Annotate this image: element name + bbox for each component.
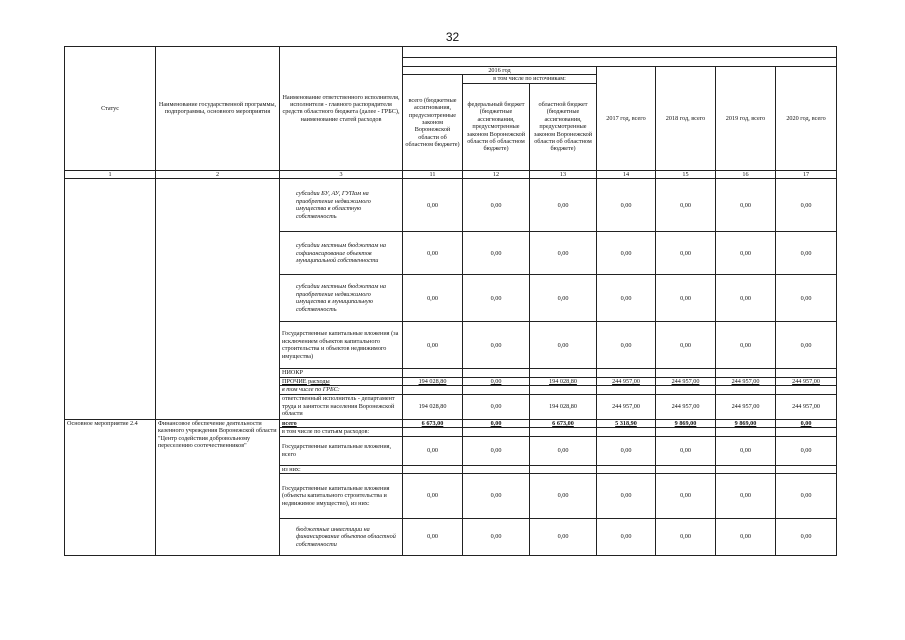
value-cell: 0,00 bbox=[597, 436, 656, 465]
value-cell bbox=[716, 465, 776, 473]
header-2017: 2017 год, всего bbox=[597, 67, 656, 171]
value-cell: 194 028,80 bbox=[403, 377, 463, 385]
header-executor: Наименование ответственного исполнителя, исполнителя - главного распорядителя средств областного бюджета (далее - ГРБС), наименование статей расходов bbox=[280, 47, 403, 171]
value-cell bbox=[463, 465, 530, 473]
value-cell: 0,00 bbox=[403, 473, 463, 518]
value-cell: 0,00 bbox=[776, 436, 837, 465]
value-cell: 0,00 bbox=[463, 179, 530, 232]
column-number-row bbox=[65, 170, 837, 178]
value-cell: 0,00 bbox=[597, 473, 656, 518]
activity-name: Финансовое обеспечение деятельности казенного учреждения Воронежской области "Центр содействия добровольному переселению соотечественников" bbox=[156, 419, 280, 555]
value-cell: 0,00 bbox=[597, 518, 656, 555]
value-cell: 0,00 bbox=[776, 232, 837, 275]
header-regional: областной бюджет (бюджетные ассигнования, предусмотренные законом Воронежской области об областном бюджете) bbox=[530, 83, 597, 170]
row-label: в том числе по ГРБС: bbox=[280, 386, 403, 394]
value-cell: 0,00 bbox=[403, 275, 463, 322]
column-number: 15 bbox=[656, 170, 716, 178]
value-cell: 0,00 bbox=[403, 232, 463, 275]
value-cell: 0,00 bbox=[403, 179, 463, 232]
column-number: 11 bbox=[403, 170, 463, 178]
value-cell: 0,00 bbox=[716, 322, 776, 369]
value-cell bbox=[463, 369, 530, 377]
value-cell: 6 673,00 bbox=[530, 419, 597, 427]
value-cell: 0,00 bbox=[530, 518, 597, 555]
value-cell: 0,00 bbox=[463, 419, 530, 427]
value-cell: 0,00 bbox=[716, 232, 776, 275]
row-label: Государственные капитальные вложения (объекты капитального строительства и недвижимое имущество), из них: bbox=[280, 473, 403, 518]
value-cell: 0,00 bbox=[463, 322, 530, 369]
value-cell: 194 028,80 bbox=[530, 377, 597, 385]
value-cell: 194 028,80 bbox=[530, 394, 597, 419]
value-cell: 0,00 bbox=[656, 473, 716, 518]
value-cell: 0,00 bbox=[597, 322, 656, 369]
header-program: Наименование государственной программы, подпрограммы, основного мероприятия bbox=[156, 47, 280, 171]
row-label: всего bbox=[280, 419, 403, 427]
row-label: ПРОЧИЕ расходы bbox=[280, 377, 403, 385]
value-cell: 0,00 bbox=[530, 436, 597, 465]
value-cell bbox=[597, 386, 656, 394]
value-cell: 9 869,00 bbox=[716, 419, 776, 427]
value-cell bbox=[716, 386, 776, 394]
value-cell: 0,00 bbox=[776, 473, 837, 518]
value-cell: 0,00 bbox=[530, 322, 597, 369]
value-cell bbox=[597, 428, 656, 436]
header-blank-cell-2 bbox=[403, 58, 837, 67]
value-cell bbox=[403, 369, 463, 377]
value-cell: 0,00 bbox=[656, 322, 716, 369]
value-cell: 0,00 bbox=[716, 275, 776, 322]
value-cell bbox=[597, 465, 656, 473]
row-label: из них: bbox=[280, 465, 403, 473]
value-cell: 0,00 bbox=[716, 518, 776, 555]
value-cell bbox=[656, 386, 716, 394]
row-label: ответственный исполнитель - департамент труда и занятости населения Воронежской области bbox=[280, 394, 403, 419]
column-number: 14 bbox=[597, 170, 656, 178]
value-cell: 0,00 bbox=[656, 275, 716, 322]
column-number: 13 bbox=[530, 170, 597, 178]
value-cell: 0,00 bbox=[776, 322, 837, 369]
value-cell: 244 957,00 bbox=[776, 377, 837, 385]
value-cell: 0,00 bbox=[776, 518, 837, 555]
row-label: субсидии местным бюджетам на софинансирование объектов муниципальной собственности bbox=[280, 232, 403, 275]
status-cell-empty bbox=[65, 179, 156, 419]
value-cell: 0,00 bbox=[530, 473, 597, 518]
value-cell: 244 957,00 bbox=[656, 394, 716, 419]
value-cell: 0,00 bbox=[463, 377, 530, 385]
row-label: субсидии местным бюджетам на приобретение недвижимого имущества в муниципальную собственность bbox=[280, 275, 403, 322]
value-cell: 0,00 bbox=[597, 179, 656, 232]
value-cell bbox=[656, 465, 716, 473]
value-cell: 0,00 bbox=[463, 518, 530, 555]
value-cell bbox=[776, 465, 837, 473]
value-cell: 0,00 bbox=[716, 179, 776, 232]
value-cell: 244 957,00 bbox=[716, 394, 776, 419]
value-cell: 244 957,00 bbox=[597, 394, 656, 419]
header-blank-row-1 bbox=[65, 47, 837, 58]
value-cell: 244 957,00 bbox=[597, 377, 656, 385]
table-row bbox=[65, 179, 837, 232]
value-cell bbox=[403, 386, 463, 394]
value-cell: 0,00 bbox=[597, 275, 656, 322]
header-2019: 2019 год, всего bbox=[716, 67, 776, 171]
value-cell bbox=[403, 465, 463, 473]
row-label: Государственные капитальные вложения (за исключением объектов капитального строительства и объектов недвижимого имущества) bbox=[280, 322, 403, 369]
column-number: 17 bbox=[776, 170, 837, 178]
header-by-sources: в том числе по источникам: bbox=[463, 75, 597, 83]
value-cell: 0,00 bbox=[403, 322, 463, 369]
budget-table bbox=[64, 46, 837, 556]
value-cell bbox=[776, 428, 837, 436]
page-number: 32 bbox=[445, 30, 460, 44]
value-cell: 0,00 bbox=[403, 436, 463, 465]
header-status: Статус bbox=[65, 47, 156, 171]
value-cell bbox=[530, 369, 597, 377]
value-cell: 0,00 bbox=[656, 518, 716, 555]
header-year-2016: 2016 год bbox=[403, 67, 597, 75]
column-number: 1 bbox=[65, 170, 156, 178]
value-cell: 0,00 bbox=[530, 179, 597, 232]
row-label: субсидии БУ, АУ, ГУПам на приобретение недвижимого имущества в областную собственность bbox=[280, 179, 403, 232]
value-cell bbox=[776, 369, 837, 377]
value-cell: 9 869,00 bbox=[656, 419, 716, 427]
value-cell: 194 028,80 bbox=[403, 394, 463, 419]
value-cell bbox=[463, 428, 530, 436]
value-cell: 0,00 bbox=[776, 419, 837, 427]
value-cell: 0,00 bbox=[463, 275, 530, 322]
column-number: 2 bbox=[156, 170, 280, 178]
value-cell bbox=[530, 465, 597, 473]
value-cell: 0,00 bbox=[656, 436, 716, 465]
value-cell: 244 957,00 bbox=[716, 377, 776, 385]
value-cell: 0,00 bbox=[656, 232, 716, 275]
value-cell: 0,00 bbox=[463, 394, 530, 419]
value-cell bbox=[597, 369, 656, 377]
value-cell bbox=[776, 386, 837, 394]
value-cell: 244 957,00 bbox=[656, 377, 716, 385]
row-label: Государственные капитальные вложения, всего bbox=[280, 436, 403, 465]
value-cell bbox=[530, 428, 597, 436]
program-cell-empty bbox=[156, 179, 280, 419]
value-cell bbox=[530, 386, 597, 394]
value-cell bbox=[656, 369, 716, 377]
header-2020: 2020 год, всего bbox=[776, 67, 837, 171]
header-total-2016: всего (бюджетные ассигнования, предусмотренные законом Воронежской области об областном бюджете) bbox=[403, 75, 463, 170]
value-cell: 0,00 bbox=[530, 275, 597, 322]
value-cell: 0,00 bbox=[776, 179, 837, 232]
value-cell: 0,00 bbox=[656, 179, 716, 232]
header-blank-cell-1 bbox=[403, 47, 837, 58]
value-cell: 0,00 bbox=[463, 473, 530, 518]
column-number: 12 bbox=[463, 170, 530, 178]
value-cell: 0,00 bbox=[776, 275, 837, 322]
row-label: в том числе по статьям расходов: bbox=[280, 428, 403, 436]
value-cell: 0,00 bbox=[530, 232, 597, 275]
value-cell: 0,00 bbox=[463, 436, 530, 465]
value-cell: 0,00 bbox=[716, 473, 776, 518]
row-label: НИОКР bbox=[280, 369, 403, 377]
value-cell bbox=[463, 386, 530, 394]
value-cell bbox=[716, 428, 776, 436]
activity-status: Основное мероприятие 2.4 bbox=[65, 419, 156, 555]
value-cell: 5 318,90 bbox=[597, 419, 656, 427]
value-cell: 6 673,00 bbox=[403, 419, 463, 427]
column-number: 16 bbox=[716, 170, 776, 178]
column-number: 3 bbox=[280, 170, 403, 178]
value-cell: 0,00 bbox=[597, 232, 656, 275]
table-row bbox=[65, 419, 837, 427]
row-label: бюджетные инвестиции на финансирование объектов областной собственности bbox=[280, 518, 403, 555]
value-cell bbox=[716, 369, 776, 377]
header-federal: федеральный бюджет (бюджетные ассигнования, предусмотренные законом Воронежской области об областном бюджете) bbox=[463, 83, 530, 170]
value-cell: 0,00 bbox=[403, 518, 463, 555]
value-cell: 244 957,00 bbox=[776, 394, 837, 419]
header-2018: 2018 год, всего bbox=[656, 67, 716, 171]
value-cell: 0,00 bbox=[463, 232, 530, 275]
value-cell bbox=[656, 428, 716, 436]
value-cell bbox=[403, 428, 463, 436]
value-cell: 0,00 bbox=[716, 436, 776, 465]
